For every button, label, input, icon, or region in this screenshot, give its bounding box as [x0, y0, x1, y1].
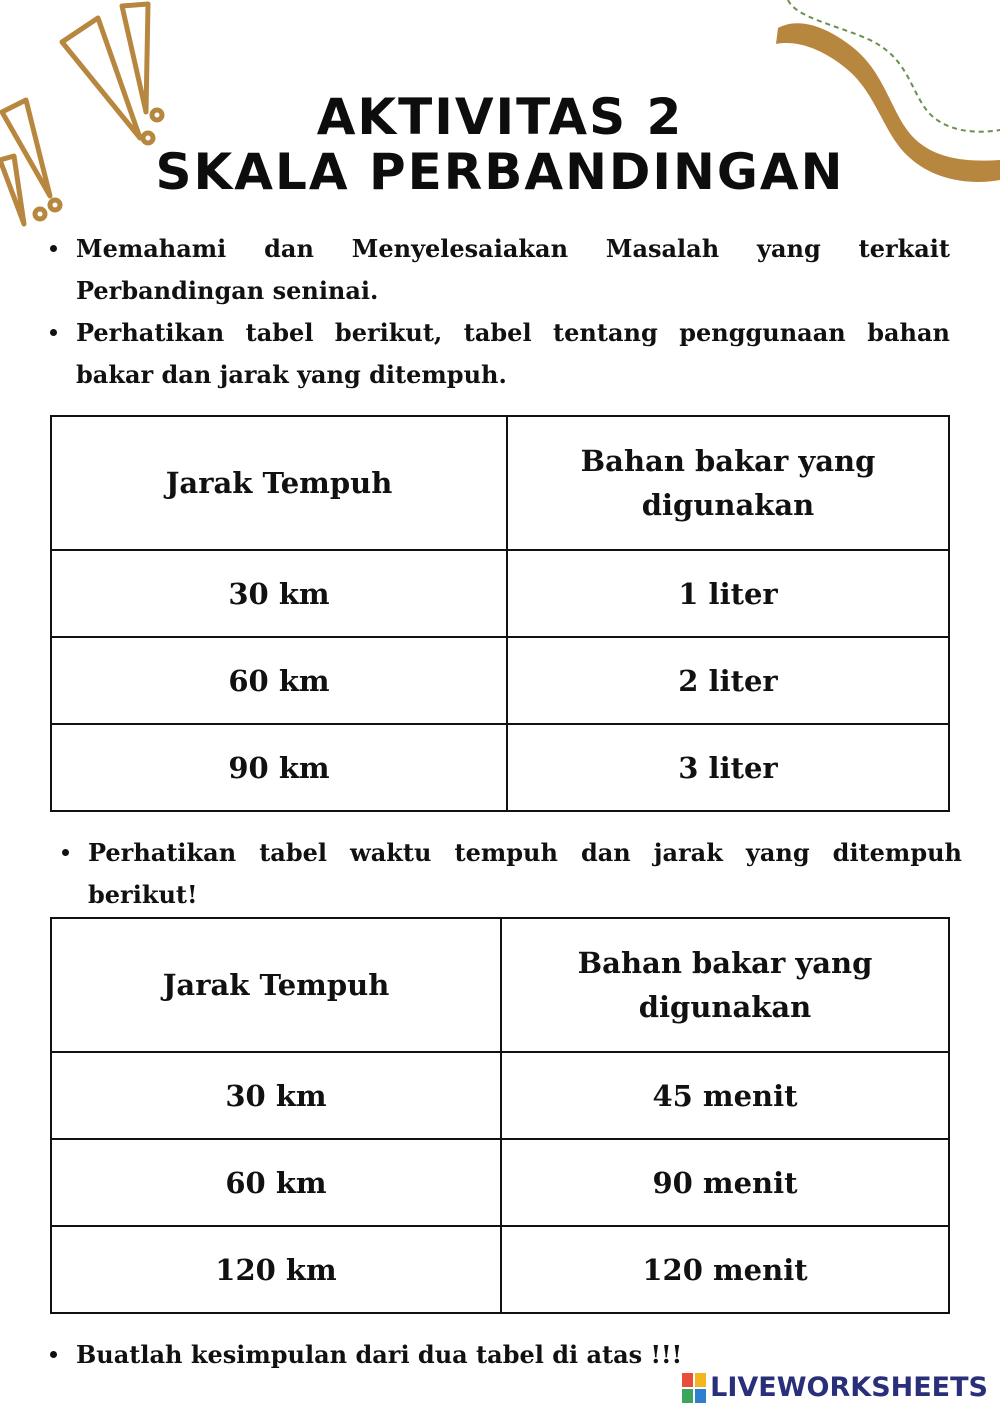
table-cell: 30 km: [51, 550, 507, 637]
table-cell: 90 km: [51, 724, 507, 811]
table-row: [51, 1139, 949, 1226]
table-cell: 3 liter: [507, 724, 949, 811]
table-header-row: [51, 416, 949, 550]
watermark-text: LIVEWORKSHEETS: [710, 1372, 988, 1403]
table-header-cell: Jarak Tempuh: [51, 416, 507, 550]
table-row: [51, 637, 949, 724]
final-bullet-list: [50, 1334, 950, 1376]
table-header-cell: Bahan bakar yang digunakan: [501, 918, 949, 1052]
title-line-1: AKTIVITAS 2: [316, 88, 684, 146]
table-cell: 90 menit: [501, 1139, 949, 1226]
intro-bullet-list: [50, 228, 950, 396]
table-cell: 120 km: [51, 1226, 501, 1313]
table-cell: 60 km: [51, 1139, 501, 1226]
intro-bullet-1: Memahami dan Menyelesaiakan Masalah yang terkait Perbandingan seninai.: [50, 228, 950, 312]
table-cell: 45 menit: [501, 1052, 949, 1139]
table-row: [51, 724, 949, 811]
table-header-cell: Jarak Tempuh: [51, 918, 501, 1052]
intro-bullet-2: Perhatikan tabel berikut, tabel tentang penggunaan bahan bakar dan jarak yang ditempuh.: [50, 312, 950, 396]
table-cell: 60 km: [51, 637, 507, 724]
fuel-table: [50, 415, 950, 812]
table-cell: 30 km: [51, 1052, 501, 1139]
liveworksheets-logo-icon: [682, 1373, 706, 1403]
final-bullet: Buatlah kesimpulan dari dua tabel di atas !!!: [50, 1334, 950, 1376]
table-cell: 120 menit: [501, 1226, 949, 1313]
table-cell: 1 liter: [507, 550, 949, 637]
time-table: [50, 917, 950, 1314]
middle-bullet-list: [62, 832, 962, 916]
table-row: [51, 550, 949, 637]
liveworksheets-watermark: [682, 1372, 988, 1403]
table-row: [51, 1226, 949, 1313]
table-row: [51, 1052, 949, 1139]
table-cell: 2 liter: [507, 637, 949, 724]
table-header-cell: Bahan bakar yang digunakan: [507, 416, 949, 550]
middle-bullet: Perhatikan tabel waktu tempuh dan jarak yang ditempuh berikut!: [62, 832, 962, 916]
table-header-row: [51, 918, 949, 1052]
title-line-2: SKALA PERBANDINGAN: [155, 143, 845, 201]
